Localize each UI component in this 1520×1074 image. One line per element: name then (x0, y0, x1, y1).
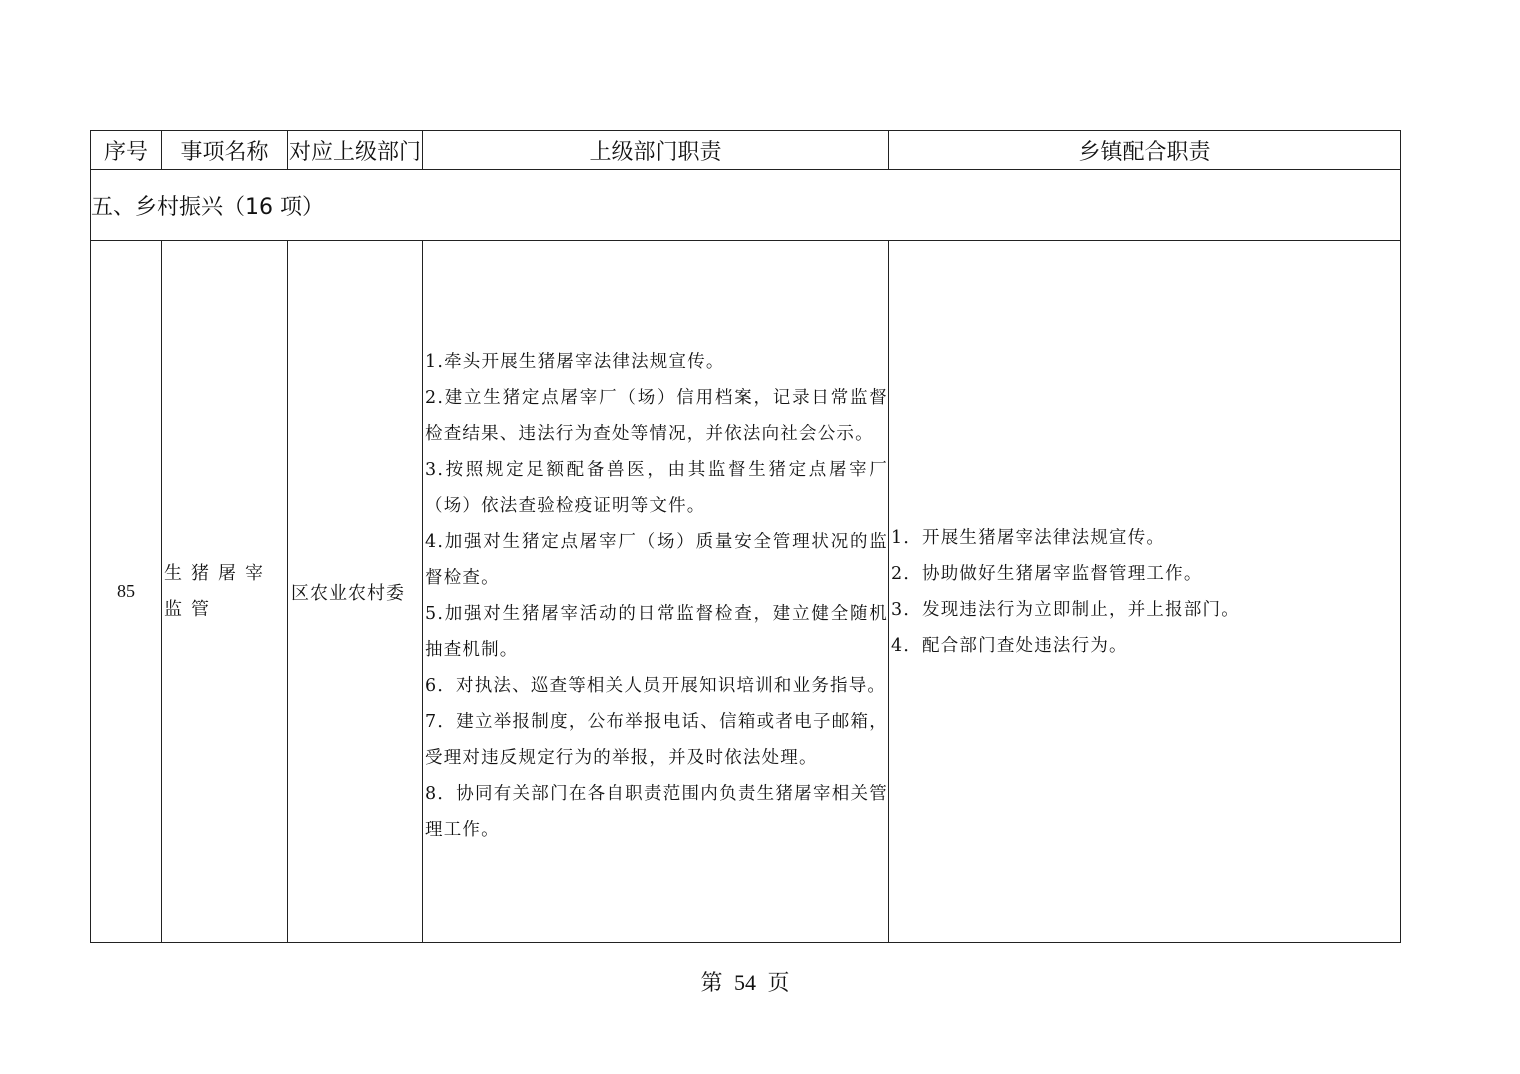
upper-duty-item: 7．建立举报制度，公布举报电话、信箱或者电子邮箱，受理对违反规定行为的举报，并及时依法处理。 (425, 711, 888, 768)
row-dept: 区农业农村委 (288, 241, 423, 943)
section-title: 五、乡村振兴（16 项） (91, 170, 1401, 241)
upper-duty-item: 1.牵头开展生猪屠宰法律法规宣传。 (425, 351, 725, 372)
row-number: 85 (91, 241, 162, 943)
upper-duty-item: 5.加强对生猪屠宰活动的日常监督检查，建立健全随机抽查机制。 (425, 603, 888, 660)
table-row (91, 241, 1401, 943)
town-duty-item: 2．协助做好生猪屠宰监督管理工作。 (891, 563, 1203, 584)
upper-duty-item: 2.建立生猪定点屠宰厂（场）信用档案，记录日常监督检查结果、违法行为查处等情况，并依法向社会公示。 (425, 387, 888, 444)
upper-duty-item: 6．对执法、巡查等相关人员开展知识培训和业务指导。 (425, 675, 887, 696)
town-duty-list (889, 520, 1400, 664)
upper-duty-item: 8．协同有关部门在各自职责范围内负责生猪屠宰相关管理工作。 (425, 783, 888, 840)
town-duty-item: 4．配合部门查处违法行为。 (891, 635, 1128, 656)
header-dept: 对应上级部门 (288, 131, 423, 170)
row-upper-duties (423, 241, 889, 943)
town-duty-item: 1．开展生猪屠宰法律法规宣传。 (891, 527, 1166, 548)
header-row (91, 131, 1401, 170)
header-upper-duty: 上级部门职责 (423, 131, 889, 170)
row-town-duties (889, 241, 1401, 943)
section-row (91, 170, 1401, 241)
page-number: 第 54 页 (700, 970, 790, 995)
upper-duty-list (423, 344, 888, 848)
row-item-name: 生猪屠宰监管 (162, 241, 288, 943)
header-item-name: 事项名称 (162, 131, 288, 170)
upper-duty-item: 3.按照规定足额配备兽医，由其监督生猪定点屠宰厂（场）依法查验检疫证明等文件。 (425, 459, 888, 516)
upper-duty-item: 4.加强对生猪定点屠宰厂（场）质量安全管理状况的监督检查。 (425, 531, 888, 588)
header-town-duty: 乡镇配合职责 (889, 131, 1401, 170)
duty-table (90, 130, 1401, 943)
header-no: 序号 (91, 131, 162, 170)
town-duty-item: 3．发现违法行为立即制止，并上报部门。 (891, 599, 1240, 620)
